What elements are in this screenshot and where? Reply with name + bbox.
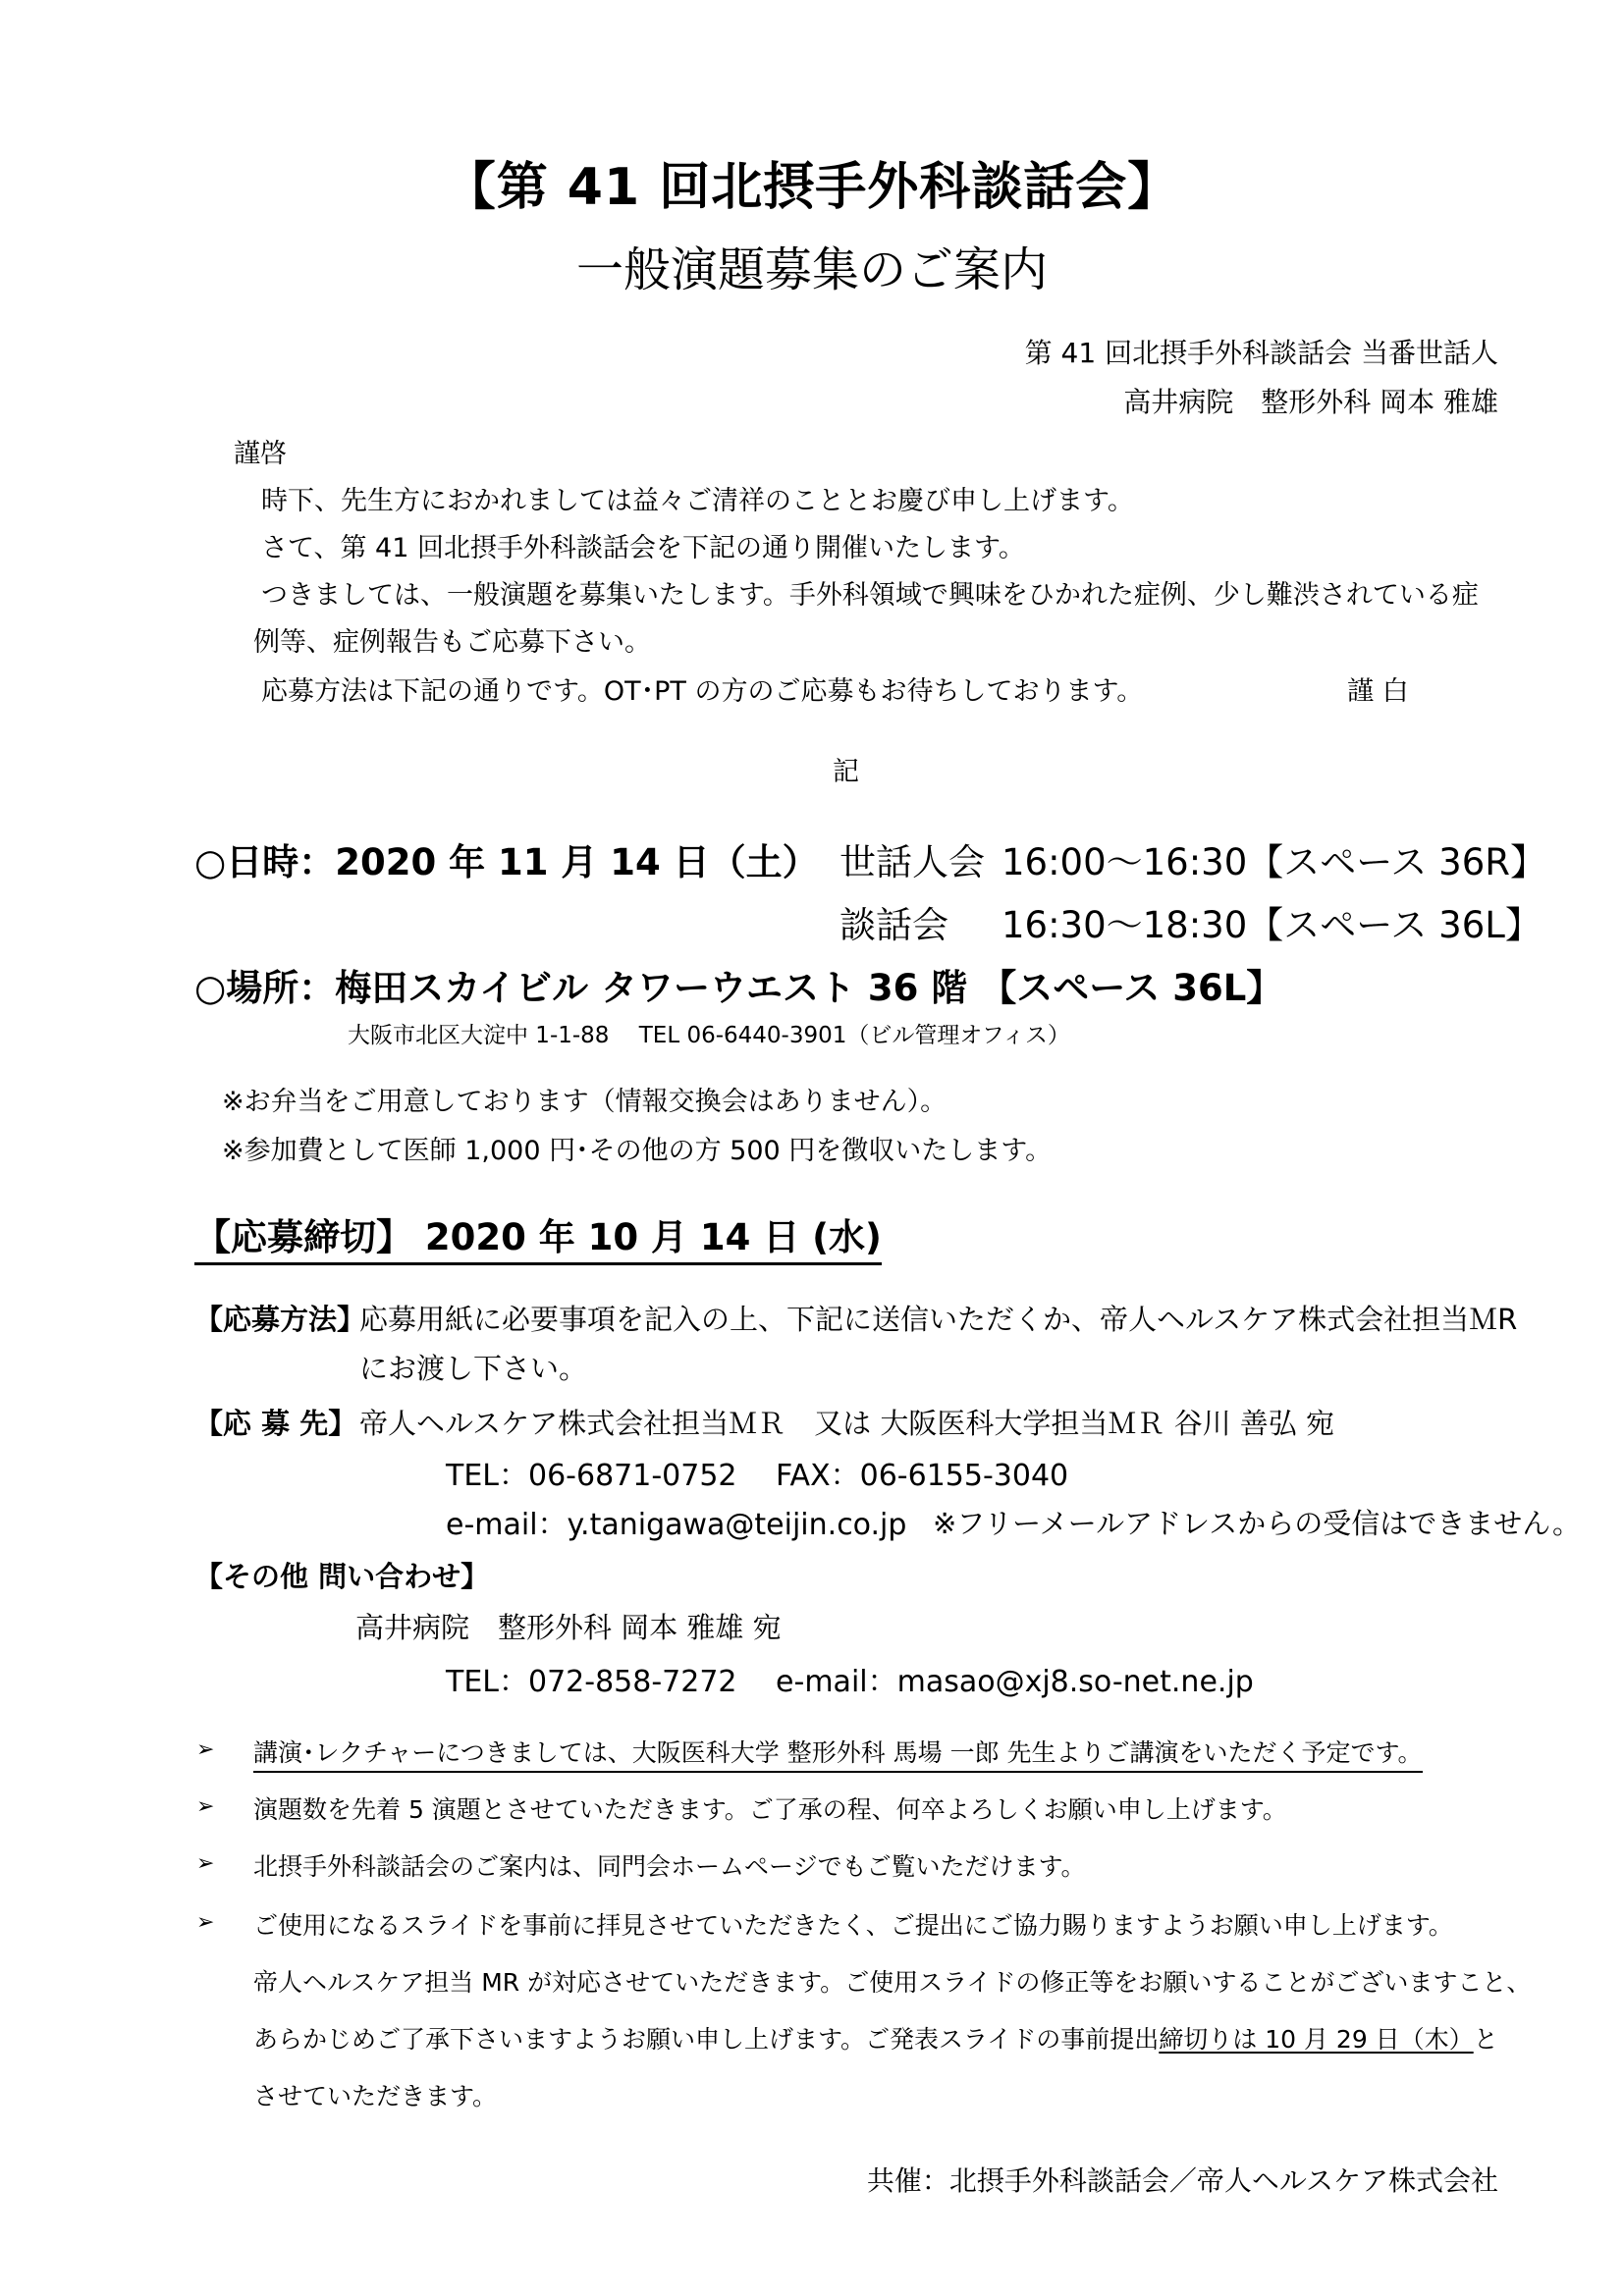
bullet-slides-1: ご使用になるスライドを事前に拝見させていただきたく、ご提出にご協力賜りますようお願い申し上げます。	[253, 1911, 1453, 1940]
letter-ki: 記	[833, 757, 859, 787]
organizer-name: 高井病院 整形外科 岡本 雅雄	[1123, 386, 1498, 418]
session2-time: 16:30～18:30【スペース 36L】	[1001, 904, 1542, 946]
bullet-slides-3	[253, 2020, 1498, 2056]
destination-tel-fax: TEL：06-6871-0752 FAX：06-6155-3040	[446, 1459, 1069, 1493]
letter-paragraph-1: 時下、先生方におかれましては益々ご清祥のこととお慶び申し上げます。	[261, 486, 1134, 516]
page-subtitle: 一般演題募集のご案内	[575, 242, 1048, 297]
organizer-role: 第 41 回北摂手外科談話会 当番世話人	[1024, 337, 1498, 369]
event-address: 大阪市北区大淀中 1-1-88 TEL 06-6440-3901（ビル管理オフィス）	[348, 1023, 1070, 1048]
cosponsor: 共催：北摂手外科談話会／帝人ヘルスケア株式会社	[866, 2164, 1498, 2197]
bullet-slides-3c: と	[1473, 2025, 1498, 2054]
page-title: 【第 41 回北摂手外科談話会】	[444, 158, 1180, 217]
inquiry-contact[interactable]: TEL：072-858-7272 e-mail：masao@xj8.so-net.ne.jp	[446, 1665, 1254, 1699]
bullet-slides-2: 帝人ヘルスケア担当 MR が対応させていただきます。ご使用スライドの修正等をお願いすることがございますこと、	[253, 1968, 1532, 1997]
application-deadline: 【応募締切】 2020 年 10 月 14 日 (水)	[194, 1207, 882, 1265]
slide-deadline: 締切りは 10 月 29 日（木）	[1159, 2025, 1474, 2054]
method-label: 【応募方法】	[194, 1303, 366, 1336]
letter-paragraph-3a: つきましては、一般演題を募集いたします。手外科領域で興味をひかれた症例、少し難渋されている症	[261, 580, 1479, 611]
bullet-slides-3a: あらかじめご了承下さいますようお願い申し上げます。ご発表スライドの事前提出	[253, 2025, 1160, 2054]
inquiry-label: 【その他 問い合わせ】	[194, 1560, 490, 1593]
method-text-2: にお渡し下さい。	[359, 1352, 588, 1385]
arrow-bullet-icon: ➢	[196, 1851, 215, 1876]
bullet-limit: 演題数を先着 5 演題とさせていただきます。ご了承の程、何卒よろしくお願い申し上げます。	[253, 1795, 1287, 1824]
inquiry-name: 高井病院 整形外科 岡本 雅雄 宛	[355, 1611, 782, 1644]
destination-text: 帝人ヘルスケア株式会社担当ＭＲ 又は 大阪医科大学担当ＭＲ 谷川 善弘 宛	[359, 1407, 1335, 1440]
session1-time: 16:00～16:30【スペース 36R】	[1001, 841, 1546, 883]
event-note-fee: ※参加費として医師 1,000 円･その他の方 500 円を徴収いたします。	[222, 1136, 1053, 1166]
letter-paragraph-4: 応募方法は下記の通りです。OT･PT の方のご応募もお待ちしております。	[261, 676, 1144, 707]
bullet-slides-4: させていただきます。	[253, 2082, 498, 2110]
session1-name: 世話人会	[839, 841, 985, 883]
event-date: ○日時：2020 年 11 月 14 日（土）	[194, 841, 819, 883]
destination-email-note: ※フリーメールアドレスからの受信はできません。	[933, 1507, 1581, 1540]
bullet-homepage: 北摂手外科談話会のご案内は、同門会ホームページでもご覧いただけます。	[253, 1852, 1086, 1881]
destination-email[interactable]: e-mail：y.tanigawa@teijin.co.jp	[446, 1508, 907, 1542]
bullet-lecture: 講演･レクチャーにつきましては、大阪医科大学 整形外科 馬場 一郎 先生よりご講演をいただく予定です。	[253, 1734, 1423, 1773]
event-note-lunch: ※お弁当をご用意しております（情報交換会はありません）。	[222, 1087, 947, 1117]
letter-paragraph-2: さて、第 41 回北摂手外科談話会を下記の通り開催いたします。	[261, 533, 1025, 563]
method-text-1: 応募用紙に必要事項を記入の上、下記に送信いただくか、帝人ヘルスケア株式会社担当ＭR	[359, 1303, 1518, 1336]
destination-label: 【応 募 先】	[194, 1407, 357, 1440]
letter-paragraph-3b: 例等、症例報告もご応募下さい。	[253, 627, 651, 658]
arrow-bullet-icon: ➢	[196, 1737, 215, 1762]
session2-name: 談話会	[839, 904, 948, 946]
letter-opening: 謹啓	[234, 439, 287, 469]
arrow-bullet-icon: ➢	[196, 1794, 215, 1819]
arrow-bullet-icon: ➢	[196, 1910, 215, 1935]
event-place: ○場所：梅田スカイビル タワーウエスト 36 階 【スペース 36L】	[194, 967, 1283, 1009]
letter-closing: 謹 白	[1347, 676, 1409, 707]
